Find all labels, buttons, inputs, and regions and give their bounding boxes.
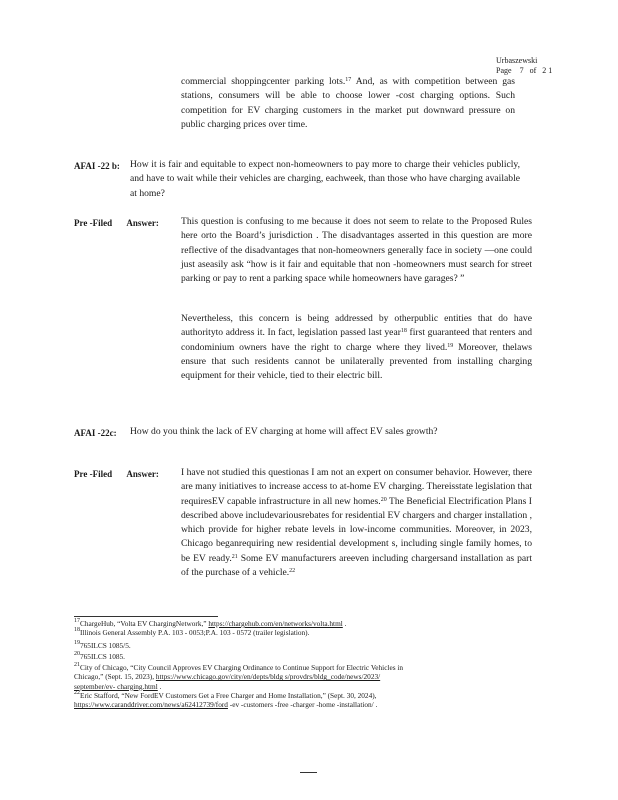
footnote-20 (74, 652, 544, 661)
question-label-22b: AFAI -22 b: (74, 161, 120, 171)
footnote-link[interactable]: september/ev- charging.html (74, 681, 158, 691)
footnote-number: 21 (74, 662, 80, 669)
page-bottom-mark (300, 772, 317, 773)
footnote-text: 765ILCS 1085. (80, 651, 125, 661)
page-total: 2 1 (542, 66, 553, 75)
footnote-text: City of Chicago, “City Council Approves EV Charging Ordinance to Continue Support for Electric Vehicles in (80, 663, 404, 673)
footnote-number: 22 (74, 690, 80, 697)
answer-label-answer: Answer: (126, 218, 159, 228)
answer-22b-paragraph-1: This question is confusing to me because it does not seem to relate to the Proposed Rules here orto the Board’s jurisdiction . The disadvantages asserted in this question are more reflective of the disadvantages that non-homeowners generally face in society —one could just aseasily ask “how is it fair and equitable that non -homeowners must search for street parking or pay to rent a parking space while homeowners have garages? ” (181, 216, 532, 285)
page-word: Page (496, 66, 512, 75)
question-22b (130, 158, 520, 201)
page-number: 7 (519, 66, 524, 75)
footnote-text: Illinois General Assembly P.A. 103 - 0053;P.A. 103 - 0572 (trailer legislation). (80, 628, 310, 638)
footnote-17 (74, 619, 544, 628)
answer-label-22b (74, 218, 159, 228)
footnote-number: 18 (74, 627, 80, 634)
intro-text-1: commercial shoppingcenter parking lots. (181, 76, 346, 87)
answer-22b-p2-text-1: Nevertheless, this concern is being addressed by otherpublic entities that do have authorityto address it. In fact, legislation passed last year (181, 313, 532, 339)
page-of-word: of (529, 66, 537, 75)
answer-22b-p2-text-3: Moreover, thelaws ensure that such residents cannot be unilaterally prevented from installing charging equipment for their vehicle, tied to their electric bill. (181, 341, 532, 382)
intro-paragraph (181, 75, 515, 132)
answer-label-prefiled: Pre -Filed (74, 218, 113, 228)
footnote-tail: . (157, 681, 162, 691)
footnote-ref-18: 18 (400, 328, 407, 335)
answer-22b-paragraph-2 (181, 312, 532, 383)
footnote-21 (74, 663, 544, 672)
footnote-ref-21: 21 (231, 553, 238, 560)
footnote-ref-19: 19 (447, 342, 454, 349)
footnote-text: 765ILCS 1085/5. (80, 640, 131, 650)
footnote-text: ChargeHub, “Volta EV ChargingNetwork,” (80, 619, 209, 628)
footnote-tail: . (342, 619, 347, 628)
answer-22c-text-1: I have not studied this questionas I am not an expert on consumer behavior. However, there are many initiatives to increase access to at-home EV charging. Thereisstate legislation that requiresEV capable infrastructure in all new homes. (181, 467, 532, 507)
answer-label-prefiled: Pre -Filed (74, 469, 113, 479)
footnote-text: Eric Stafford, “New FordEV Customers Get a Free Charger and Home Installation,” (Sept. 30, 2024), (80, 691, 377, 701)
intro-text-2: And, as with competition between gas stations, consumers will be able to choose lower -cost charging options. Such competition for EV charging customers in the market put downward pressure on public charging prices over time. (181, 76, 515, 130)
footnote-text: Chicago,” (Sept. 15, 2023), (74, 672, 156, 682)
question-label-22c: AFAI -22c: (74, 428, 117, 438)
footnote-ref-17: 17 (345, 77, 352, 83)
answer-label-22c (74, 469, 159, 479)
footnote-22 (74, 691, 544, 700)
answer-22c-text-2: The Beneficial Electrification Plans I described above includevariousrebates for residential EV chargers and charger installation , which provide for higher rebate levels in low-income communities. Moreover, in 2023, Chicago beganrequiring new residential development s, including single family homes, to be EV ready. (181, 495, 532, 564)
footnote-ref-22: 22 (289, 568, 296, 575)
question-22b-text: How it is fair and equitable to expect non-homeowners to pay more to charge their vehicles publicly, and have to wait while their vehicles are charging, eachweek, than those who have charging available at home? (130, 159, 520, 199)
footnote-tail: -ev -customers -free -charger -home -installation/ . (227, 700, 378, 710)
footnote-link[interactable]: https://www.chicago.gov/city/en/depts/bldg s/provdrs/bldg_code/news/2023/ (155, 672, 381, 682)
footnote-18 (74, 628, 544, 637)
footnote-number: 19 (74, 639, 80, 646)
footnote-link[interactable]: https://chargehub.com/en/networks/volta.html (208, 619, 343, 628)
footnote-22-line-2 (74, 700, 544, 709)
question-22c-text: How do you think the lack of EV charging at home will affect EV sales growth? (130, 426, 438, 437)
footnote-link[interactable]: https://www.caranddriver.com/news/a62412739/ford (74, 700, 228, 710)
answer-label-answer: Answer: (126, 469, 159, 479)
footnote-19 (74, 641, 544, 650)
footnote-number: 20 (74, 650, 80, 657)
footnote-21-line-2 (74, 672, 544, 681)
footnote-ref-20: 20 (380, 496, 387, 503)
footnotes (74, 619, 544, 710)
running-header-author: Urbaszewski (496, 56, 538, 65)
footnote-divider (74, 616, 218, 617)
answer-22c-text-3: Some EV manufacturers areeven including chargersand installation as part of the purchase of a vehicle. (181, 552, 532, 579)
footnote-number: 17 (74, 618, 80, 624)
footnote-21-line-3 (74, 682, 544, 691)
question-22c (130, 425, 480, 439)
answer-22b-p2-text-2: first guaranteed that renters and condominium owners have the right to charge where they lived. (181, 327, 532, 353)
answer-22c-paragraph-1 (181, 466, 532, 580)
